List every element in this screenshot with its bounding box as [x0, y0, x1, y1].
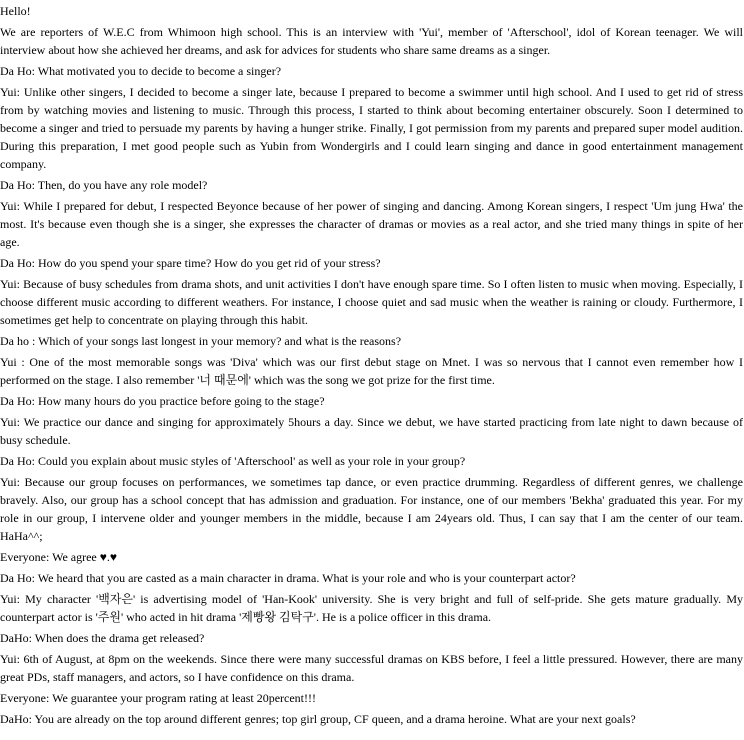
question-memorable-songs: Da ho : Which of your songs last longest in your memory? and what is the reasons? — [0, 334, 402, 348]
question-drama-role: Da Ho: We heard that you are casted as a main character in drama. What is your role and who is your counterpart actor? — [0, 571, 576, 585]
greeting: Hello! — [0, 4, 31, 18]
question-practice-hours: Da Ho: How many hours do you practice before going to the stage? — [0, 394, 325, 408]
question-role-model: Da Ho: Then, do you have any role model? — [0, 178, 208, 192]
everyone-agree: Everyone: We agree ♥.♥ — [0, 550, 118, 564]
answer-drama-role: Yui: My character '백자은' is advertising model of 'Han-Kook' university. She is very bright and full of self-pride. She gets mature gradually. My counterpart actor is '주원' who acted in hit drama '제빵왕 김탁구'. He is a police officer in this drama. — [0, 592, 743, 624]
question-next-goals: DaHo: You are already on the top around different genres; top girl group, CF queen, and a drama heroine. What are your next goals? — [0, 712, 636, 726]
everyone-guarantee: Everyone: We guarantee your program rating at least 20percent!!! — [0, 691, 317, 705]
answer-motivation: Yui: Unlike other singers, I decided to become a singer late, because I prepared to become a swimmer until high school. And I used to get rid of stress from by watching movies and listening to music. Through this process, I started to think about becoming entertainer obscurely. Soon I determined to become a singer and tried to persuade my parents by having a hunger strike. Finally, I got permission from my parents and prepared super model audition. During this preparation, I met good people such as Yubin from Wondergirls and I could learn singing and dance in good entertainment management company. — [0, 85, 743, 171]
answer-music-style: Yui: Because our group focuses on performances, we sometimes tap dance, or even practice drumming. Regardless of different genres, we challenge bravely. Also, our group has a school concept that has admission and graduation. For instance, one of our members 'Bekha' graduated this year. For my role in our group, I intervene older and younger members in the middle, because I am 24years old. Thus, I can say that I am the center of our team. HaHa^^; — [0, 475, 743, 543]
interview-document — [0, 2, 743, 731]
question-drama-release: DaHo: When does the drama get released? — [0, 631, 205, 645]
answer-spare-time: Yui: Because of busy schedules from drama shots, and unit activities I don't have enough spare time. So I often listen to music when moving. Especially, I choose different music according to different weathers. For instance, I choose quiet and sad music when the weather is raining or cloudy. Furthermore, I sometimes get help to concentrate on playing through this habit. — [0, 277, 743, 327]
answer-memorable-songs: Yui : One of the most memorable songs was 'Diva' which was our first debut stage on Mnet. I was so nervous that I cannot even remember how I performed on the stage. I also remember '너 때문에' which was the song we got prize for the first time. — [0, 355, 743, 387]
answer-role-model: Yui: While I prepared for debut, I respected Beyonce because of her power of singing and dancing. Among Korean singers, I respect 'Um jung Hwa' the most. It's because even though she is a singer, she expresses the character of dramas or movies as a real actor, and she tried many things in spite of her age. — [0, 199, 743, 249]
question-motivation: Da Ho: What motivated you to decide to become a singer? — [0, 64, 282, 78]
introduction-paragraph: We are reporters of W.E.C from Whimoon high school. This is an interview with 'Yui', member of 'Afterschool', idol of Korean teenager. We will interview about how she achieved her dreams, and ask for advices for students who share same dreams as a singer. — [0, 25, 743, 57]
answer-drama-release: Yui: 6th of August, at 8pm on the weekends. Since there were many successful dramas on KBS before, I feel a little pressured. However, there are many great PDs, staff managers, and actors, so I have confidence on this drama. — [0, 652, 743, 684]
answer-practice-hours: Yui: We practice our dance and singing for approximately 5hours a day. Since we debut, we have started practicing from late night to dawn because of busy schedule. — [0, 415, 743, 447]
question-music-style: Da Ho: Could you explain about music styles of 'Afterschool' as well as your role in your group? — [0, 454, 466, 468]
question-spare-time: Da Ho: How do you spend your spare time? How do you get rid of your stress? — [0, 256, 381, 270]
